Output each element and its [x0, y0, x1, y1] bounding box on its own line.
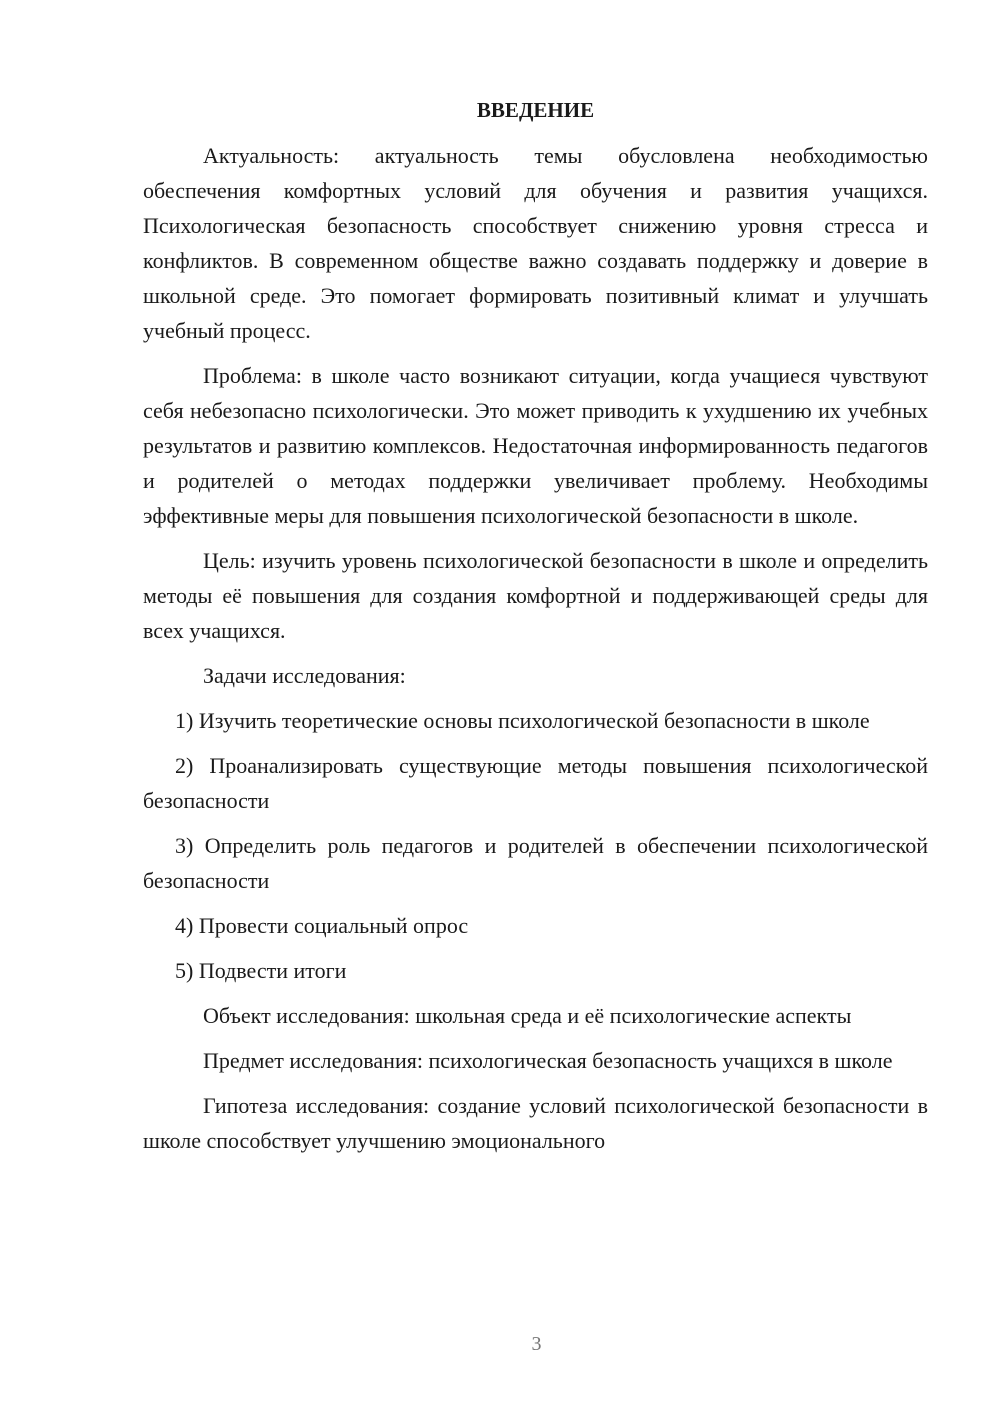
paragraph-goal: Цель: изучить уровень психологической безопасности в школе и определить методы её повышения для создания комфортной и поддерживающей среды для всех учащихся.	[143, 548, 928, 643]
paragraph-object: Объект исследования: школьная среда и её психологические аспекты	[203, 1003, 852, 1028]
paragraph-subject: Предмет исследования: психологическая безопасность учащихся в школе	[203, 1048, 893, 1073]
task-item-5: 5) Подвести итоги	[175, 958, 347, 983]
paragraph-tasks-heading: Задачи исследования:	[203, 663, 406, 688]
page-number: 3	[531, 1333, 542, 1355]
paragraph-problem: Проблема: в школе часто возникают ситуации, когда учащиеся чувствуют себя небезопасно психологически. Это может приводить к ухудшению их учебных результатов и развитию комплексов. Недостаточная информированность педагогов и родителей о методах поддержки увеличивает проблему. Необходимы эффективные меры для повышения психологической безопасности в школе.	[143, 363, 928, 528]
paragraph-hypothesis: Гипотеза исследования: создание условий психологической безопасности в школе способствует улучшению эмоционального	[143, 1093, 928, 1153]
page-title: ВВЕДЕНИЕ	[476, 98, 595, 122]
task-item-1: 1) Изучить теоретические основы психологической безопасности в школе	[175, 708, 870, 733]
document-page	[143, 93, 928, 1168]
paragraph-relevance: Актуальность: актуальность темы обусловлена необходимостью обеспечения комфортных условий для обучения и развития учащихся. Психологическая безопасность способствует снижению уровня стресса и конфликтов. В современном обществе важно создавать поддержку и доверие в школьной среде. Это помогает формировать позитивный климат и улучшать учебный процесс.	[143, 143, 928, 343]
task-item-3: 3) Определить роль педагогов и родителей в обеспечении психологической безопасности	[143, 833, 928, 893]
task-item-4: 4) Провести социальный опрос	[175, 913, 469, 938]
task-item-2: 2) Проанализировать существующие методы повышения психологической безопасности	[143, 753, 928, 813]
